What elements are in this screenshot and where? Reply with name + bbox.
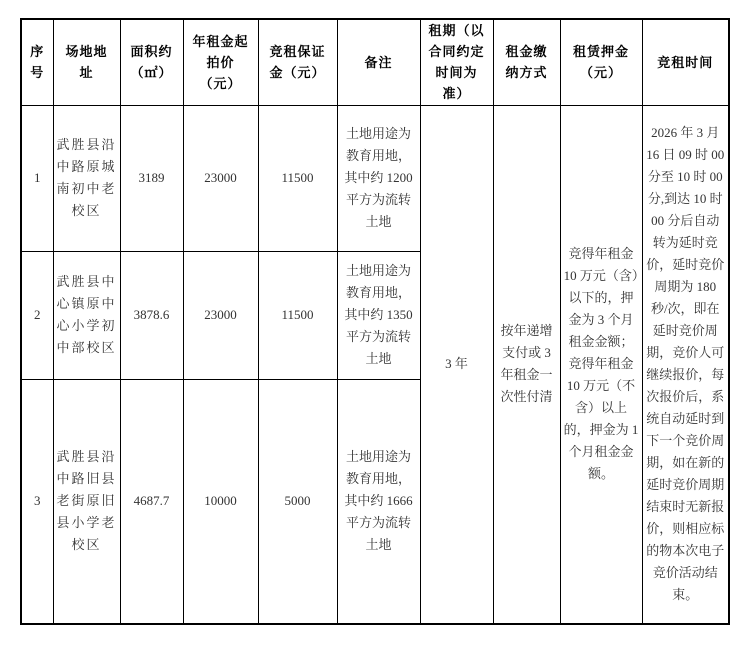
- header-lease-deposit: 租赁押金（元）: [560, 19, 642, 105]
- header-payment-method: 租金缴纳方式: [493, 19, 560, 105]
- cell-lease-term: 3 年: [420, 105, 493, 624]
- header-start-price: 年租金起拍价（元）: [183, 19, 258, 105]
- cell-address: 武胜县沿中路旧县老街原旧县小学老校区: [53, 379, 120, 624]
- cell-start-price: 23000: [183, 105, 258, 251]
- cell-area: 3189: [120, 105, 183, 251]
- table-row-site-1: [21, 105, 729, 251]
- cell-note: 土地用途为教育用地，其中约 1666 平方为流转土地: [337, 379, 420, 624]
- cell-bid-bond: 5000: [258, 379, 337, 624]
- table-header-row: [21, 19, 729, 105]
- cell-address: 武胜县中心镇原中心小学初中部校区: [53, 251, 120, 379]
- cell-area: 4687.7: [120, 379, 183, 624]
- cell-payment-method: 按年递增支付或 3 年租金一次性付清: [493, 105, 560, 624]
- header-note: 备注: [337, 19, 420, 105]
- header-lease-term: 租期（以合同约定时间为准）: [420, 19, 493, 105]
- cell-start-price: 10000: [183, 379, 258, 624]
- cell-bid-time: 2026 年 3 月 16 日 09 时 00 分至 10 时 00 分,到达 10 时 00 分后自动转为延时竞价，延时竞价周期为 180 秒/次，即在延时竞价周期，竞价人可继续报价，每次报价后，系统自动延时到下一个竞价周期，如在新的延时竞价周期结束时无新报价，则相应标的物本次电子竞价活动结束。: [642, 105, 729, 624]
- cell-seq: 2: [21, 251, 53, 379]
- header-area: 面积约（㎡）: [120, 19, 183, 105]
- cell-start-price: 23000: [183, 251, 258, 379]
- cell-seq: 3: [21, 379, 53, 624]
- cell-seq: 1: [21, 105, 53, 251]
- header-bid-time: 竞租时间: [642, 19, 729, 105]
- header-bid-bond: 竞租保证金（元）: [258, 19, 337, 105]
- cell-lease-deposit: 竞得年租金 10 万元（含）以下的，押金为 3 个月租金金额；竞得年租金 10 万元（不含）以上的，押金为 1 个月租金金额。: [560, 105, 642, 624]
- cell-bid-bond: 11500: [258, 105, 337, 251]
- cell-note: 土地用途为教育用地，其中约 1350 平方为流转土地: [337, 251, 420, 379]
- cell-area: 3878.6: [120, 251, 183, 379]
- header-address: 场地地址: [53, 19, 120, 105]
- cell-address: 武胜县沿中路原城南初中老校区: [53, 105, 120, 251]
- header-seq: 序号: [21, 19, 53, 105]
- cell-note: 土地用途为教育用地，其中约 1200 平方为流转土地: [337, 105, 420, 251]
- cell-bid-bond: 11500: [258, 251, 337, 379]
- rental-auction-table: [20, 18, 730, 625]
